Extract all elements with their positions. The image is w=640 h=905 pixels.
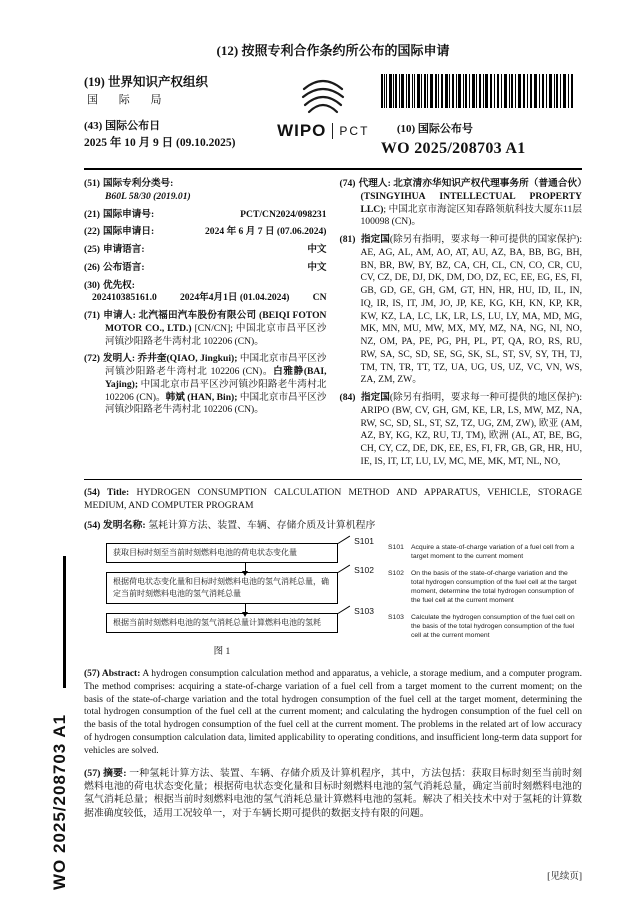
field-designated-states [340,234,583,387]
flowchart-box-2: 根据荷电状态变化量和目标时刻燃料电池的氢气消耗总量，确定当前时刻燃料电池的氢气消耗总量 [106,572,338,604]
pub-date: 2025 年 10 月 9 日 (09.10.2025) [84,136,236,149]
step-code: S102 [388,569,404,577]
flowchart-step-3 [106,605,374,633]
priority-number: 202410385161.0 [92,292,157,304]
sidebar-publication-number: WO 2025/208703 A1 [50,713,69,890]
step-text: On the basis of the state-of-charge variation and the total hydrogen consumption of the fuel cell at the target moment, determine the total hydrogen consumption of the fuel cell at the current moment [411,569,577,604]
figure-1 [84,535,582,657]
header-row [84,74,582,158]
field-label: 国际申请号: [102,208,155,220]
field-value: 指定国(除另有指明，要求每一种可提供的国家保护): AE, AG, AL, AM, AO, AT, AU, AZ, BA, BB, BG, BH, BN, BR, BW, BY, BZ, CA, CH, CL, CN, CO, CR, CU, CV, CZ, DE, DJ, DK, DM, DO, DZ, EC, EE, EG, ES, FI, GB, GD, GE, GH, GM, GT, HN, HR, HU, ID, IL, IN, IQ, IR, IS, IT, JM, JO, JP, KE, KG, KH, KN, KP, KR, KW, KZ, LA, LC, LK, LR, LS, LU, LY, MA, MD, MG, MK, MN, MU, MW, MX, MY, MZ, NA, NG, NI, NO, NZ, OM, PA, PE, PG, PH, PL, PT, QA, RO, RS, RU, RW, SA, SC, SD, SE, SG, SK, SL, ST, SV, SY, TH, TJ, TM, TN, TR, TT, TZ, UA, UG, US, UZ, VC, VN, WS, ZA, ZM, ZW。 [360,234,582,386]
field-label: 国际申请日: [102,226,155,238]
field-value: 指定国(除另有指明，要求每一种可提供的地区保护): ARIPO (BW, CV, GH, GM, KE, LR, LS, MW, MZ, NA, RW, SC, SD, SL, ST, SZ, TZ, UG, ZM, ZW), 欧亚 (AM, AZ, BY, KG, KZ, RU, TJ, TM), 欧洲 (AL, AT, BE, BG, CH, CY, CZ, DE, DK, EE, ES, FI, FR, GB, GR, HR, HU, IE, IS, IT, LT, LU, LV, MC, ME, MK, MT, NL, NO, [360,392,582,467]
field-label: 发明人: [102,353,136,365]
org-block [84,74,266,151]
pub-date-label: (43) 国际公布日 [84,119,161,132]
step-code: S101 [388,543,404,551]
field-designated-regions [340,392,583,469]
field-filing-language [84,244,327,257]
sidebar-rule [63,556,66,688]
figure-caption: 图 1 [213,646,231,657]
figure-steps-en [384,543,582,657]
abstract-en [84,668,582,758]
field-code: (21) [84,208,100,220]
field-value: 北京清亦华知识产权代理事务所（普通合伙）(TSINGYIHUA INTELLECTUAL PROPERTY LLC); 中国北京市海淀区知春路领航科技大厦东11层 100098 (CN)。 [360,178,582,228]
field-code: (51) [84,178,100,189]
pub-number-label: (10) 国际公布号 [396,123,473,135]
wipo-wordmark-row [266,121,381,141]
abstract-en-label: (57) Abstract: [84,668,141,679]
title-section [84,486,582,531]
flowchart-step-2 [106,564,374,604]
step-label-s103: S103 [354,605,374,616]
logo-divider [332,123,333,139]
flowchart-box-1: 获取目标时刻至当前时刻燃料电池的荷电状态变化量 [106,543,338,563]
field-filing-date [84,226,327,239]
field-code: (74) [339,178,356,189]
field-label: 申请人: [102,310,136,321]
bibliographic-columns [84,178,582,474]
continued-note: [见续页] [547,872,582,882]
title-zh [84,517,582,531]
figure-step-en-2 [388,570,582,606]
abstract-zh [84,767,582,820]
title-zh-text: 氢耗计算方法、装置、车辆、存储介质及计算机程序 [148,519,376,531]
field-code: (25) [84,244,100,255]
field-code: (71) [84,310,100,321]
connector-line [338,536,350,544]
field-value: B60L 58/30 (2019.01) [105,190,191,202]
title-en-label: (54) Title: [84,486,130,498]
org-name: (19) 世界知识产权组织 [84,75,208,89]
connector-line [338,606,350,614]
field-value: 2024 年 6 月 7 日 (07.06.2024) [204,226,327,238]
abstract-en-text: A hydrogen consumption calculation method and apparatus, a vehicle, a storage medium, and a computer program. The method comprises: acquiring a state-of-charge variation of a fuel cell from a target moment to the current moment; on the basis of the state-of-charge variation and the total hydrogen consumption of the fuel cell at the target moment, determining the total hydrogen consumption of the fuel cell at the current moment; and calculating the hydrogen consumption of the fuel cell on the basis of the total hydrogen consumption of the fuel cell at the current moment. The problems in the related art of low accuracy of hydrogen consumption calculation data, limited applicability to operating conditions, and insufficient long-term data support for vehicles are solved. [84,668,582,756]
field-publication-language [84,262,327,275]
field-label: 申请语言: [102,244,145,255]
title-en [84,486,582,512]
field-label: 优先权: [102,279,135,291]
right-column [340,178,583,474]
title-zh-label: (54) 发明名称: [84,519,146,531]
field-label: 公布语言: [102,261,145,273]
step-code: S103 [388,613,404,621]
connector-line [338,565,350,573]
field-label: 国际专利分类号: [102,178,174,189]
field-value: 乔井奎(QIAO, Jingkui); 中国北京市昌平区沙河镇沙阳路老牛湾村北 102206 (CN)。白雅静(BAI, Yajing); 中国北京市昌平区沙河镇沙阳路老牛湾村北 102206 (CN)。韩斌 (HAN, Bin); 中国北京市昌平区沙河镇沙阳路老牛湾村北 102206 (CN)。 [105,353,327,416]
field-application-number [84,209,327,222]
flowchart-box-3: 根据当前时刻燃料电池的氢气消耗总量计算燃料电池的氢耗 [106,613,338,633]
org-bureau: 国 际 局 [87,93,171,106]
wipo-wordmark: WIPO [277,121,327,140]
field-value: 中文 [307,261,327,273]
down-arrow-icon [245,604,246,613]
step-text: Acquire a state-of-charge variation of a fuel cell from a target moment to the current moment [411,543,575,560]
abstract-zh-text: 一种氢耗计算方法、装置、车辆、存储介质及计算机程序，其中，方法包括：获取目标时刻至当前时刻燃料电池的荷电状态变化量；根据荷电状态变化量和目标时刻燃料电池的氢气消耗总量，确定当前时刻燃料电池的氢气消耗总量；根据当前时刻燃料电池的氢气消耗总量计算燃料电池的氢耗。解决了相关技术中对于氢耗的计算数据准确度较低，适用工况较单一，对于车辆长期可提供的数据支持有限的问题。 [84,767,583,819]
field-value: 中文 [307,244,327,255]
field-label: 代理人: [358,178,391,189]
barcode [381,74,582,113]
pct-header-line: (12) 按照专利合作条约所公布的国际申请 [216,43,450,58]
header-rule [84,168,582,170]
step-label-s102: S102 [354,564,374,575]
field-agent [340,178,583,229]
abstract-zh-label: (57) 摘要: [84,767,127,779]
field-priority [84,280,327,306]
field-code: (72) [84,353,100,365]
page-content [84,0,582,820]
left-column [84,178,327,474]
title-en-text: HYDROGEN CONSUMPTION CALCULATION METHOD AND APPARATUS, VEHICLE, STORAGE MEDIUM, AND COMPUTER PROGRAM [84,486,582,511]
field-code: (84) [339,392,356,403]
pct-wordmark: PCT [339,124,370,138]
field-code: (30) [84,279,100,291]
field-code: (22) [84,226,100,238]
flowchart-step-1 [106,535,374,563]
field-value: PCT/CN2024/098231 [240,208,327,220]
field-code: (26) [84,261,100,273]
step-label-s101: S101 [354,535,374,546]
publication-block [381,74,582,158]
priority-country: CN [312,292,327,304]
wipo-logo-block [266,74,381,141]
field-applicant [84,310,327,348]
field-code: (81) [339,234,356,245]
figure-step-en-3 [388,614,582,641]
wipo-emblem-icon [299,76,347,116]
pub-number: WO 2025/208703 A1 [380,140,526,157]
down-arrow-icon [245,563,246,572]
title-section-rule [84,479,582,480]
field-inventors [84,353,327,417]
priority-date: 2024年4月1日 (01.04.2024) [179,292,290,304]
flowchart [84,535,384,657]
figure-step-en-1 [388,544,582,562]
step-text: Calculate the hydrogen consumption of the fuel cell on the basis of the total hydrogen consumption of the fuel cell at the current moment [411,613,575,639]
field-value: 北汽福田汽车股份有限公司 (BEIQI FOTON MOTOR CO., LTD.) [CN/CN]; 中国北京市昌平区沙河镇沙阳路老牛湾村北 102206 (CN)。 [105,310,327,347]
field-ipc [84,178,327,204]
